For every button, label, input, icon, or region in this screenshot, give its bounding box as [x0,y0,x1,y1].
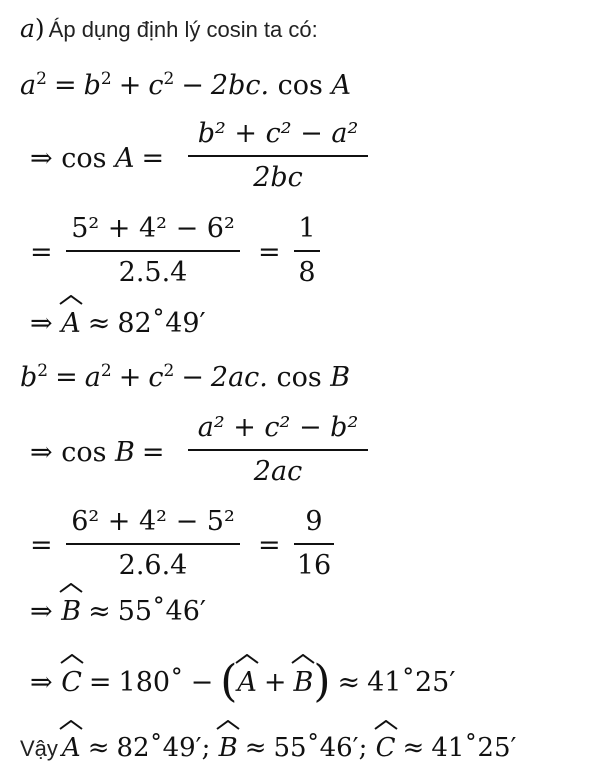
equation-cos-b-eq: = [30,530,53,561]
fraction-bar [188,449,368,451]
cos-fn: cos [61,437,107,468]
part-paren: ) [34,14,45,43]
fraction-cos-a [188,118,368,193]
fraction-bar [294,250,320,252]
fraction-bar [188,155,368,157]
angle-a-value: 82˚49′ [117,308,206,339]
equation-cos-b-formula: ⇒ cos B = [30,437,165,468]
angle-a-hat [237,667,257,698]
summary-line: Vậy A ≈ 82˚49′; B ≈ 55˚46′; C ≈ 41˚25′ [20,733,516,763]
var-b: b [20,362,38,393]
var-A: A [115,143,135,174]
angle-180: 180˚ [118,667,184,698]
implies-symbol: ⇒ [30,667,53,698]
implies-symbol: ⇒ [30,437,53,468]
numerator: b² + c² − a² [197,118,359,149]
intro-line [20,14,318,43]
summary-word: Vậy [20,736,58,761]
equation-cos-a-formula: ⇒ cos A = [30,143,165,174]
var-B: B [218,733,238,763]
fraction-bar [66,250,240,252]
var-B: B [61,596,82,627]
implies-symbol: ⇒ [30,596,53,627]
angle-c-value: 41˚25′ [367,667,456,698]
var-C: C [375,733,396,763]
equation-law-of-cosines-b: $b^2 = a^2 + c^2 - 2ac$. cos B [20,360,351,393]
cos-fn: cos [277,70,323,101]
angle-b-hat [293,667,313,698]
var-A: A [61,308,81,339]
numerator: a² + c² − b² [197,412,359,443]
var-a: a [84,362,101,393]
exp: 2 [37,360,49,381]
angle-a-hat [62,733,81,763]
equals-sign: = [258,530,281,561]
fraction-cos-b-numeric [66,506,240,581]
exp: 2 [163,360,175,381]
var-c: c [148,70,164,101]
fraction-nine-sixteenths [294,506,334,581]
angle-c-hat [61,667,82,698]
exp: 2 [100,360,112,381]
fraction-bar [66,543,240,545]
angle-b-hat [219,733,238,763]
summary-a-value: 82˚49′ [116,733,202,763]
right-paren: ) [313,656,331,707]
fraction-bar [294,543,334,545]
denominator: 2bc [253,162,303,193]
var-B: B [330,362,351,393]
implies-symbol: ⇒ [30,143,53,174]
denominator: 2.5.4 [118,257,188,288]
var-a: a [20,70,37,101]
angle-b-value: 55˚46′ [117,596,207,627]
equals-sign: = [258,237,281,268]
angle-a-hat [61,308,81,339]
fraction-one-eighth [294,213,320,288]
var-A: A [331,70,351,101]
coef: 2ac. [210,362,268,393]
angle-c-hat [376,733,396,763]
var-B: B [293,667,314,698]
exp: 2 [36,68,47,89]
fraction-cos-a-numeric [66,213,240,288]
denominator: 2ac [253,456,303,487]
denominator: 8 [298,257,316,288]
numerator: 5² + 4² − 6² [71,213,235,244]
var-C: C [61,667,82,698]
var-A: A [237,667,257,698]
var-c: c [148,362,164,393]
denominator: 16 [296,550,332,581]
var-b: b [83,70,101,101]
equation-angle-a: ⇒ A ≈ 82˚49′ [30,308,206,339]
left-paren: ( [220,656,238,707]
exp: 2 [100,68,112,89]
intro-text: Áp dụng định lý cosin ta có: [48,17,318,42]
summary-b-value: 55˚46′ [273,733,359,763]
coef: 2bc. [210,70,270,101]
fraction-cos-b [188,412,368,487]
numerator: 1 [298,213,316,244]
numerator: 6² + 4² − 5² [71,506,235,537]
var-A: A [61,733,81,763]
part-label: a [20,14,35,43]
equation-angle-b: ⇒ B ≈ 55˚46′ [30,596,206,627]
cos-fn: cos [61,143,107,174]
summary-c-value: 41˚25′ [431,733,517,763]
denominator: 2.6.4 [118,550,188,581]
equation-angle-c: ⇒ C = 180˚ − ( A + B) ≈ 41˚25′ [30,656,456,707]
implies-symbol: ⇒ [30,308,53,339]
angle-b-hat [61,596,81,627]
cos-fn: cos [276,362,322,393]
numerator: 9 [305,506,323,537]
exp: 2 [163,68,175,89]
equation-law-of-cosines-a: $a^2 = b^2 + c^2 - 2bc$. cos A [20,68,351,101]
equation-cos-a-eq: = [30,237,53,268]
var-B: B [115,437,135,468]
